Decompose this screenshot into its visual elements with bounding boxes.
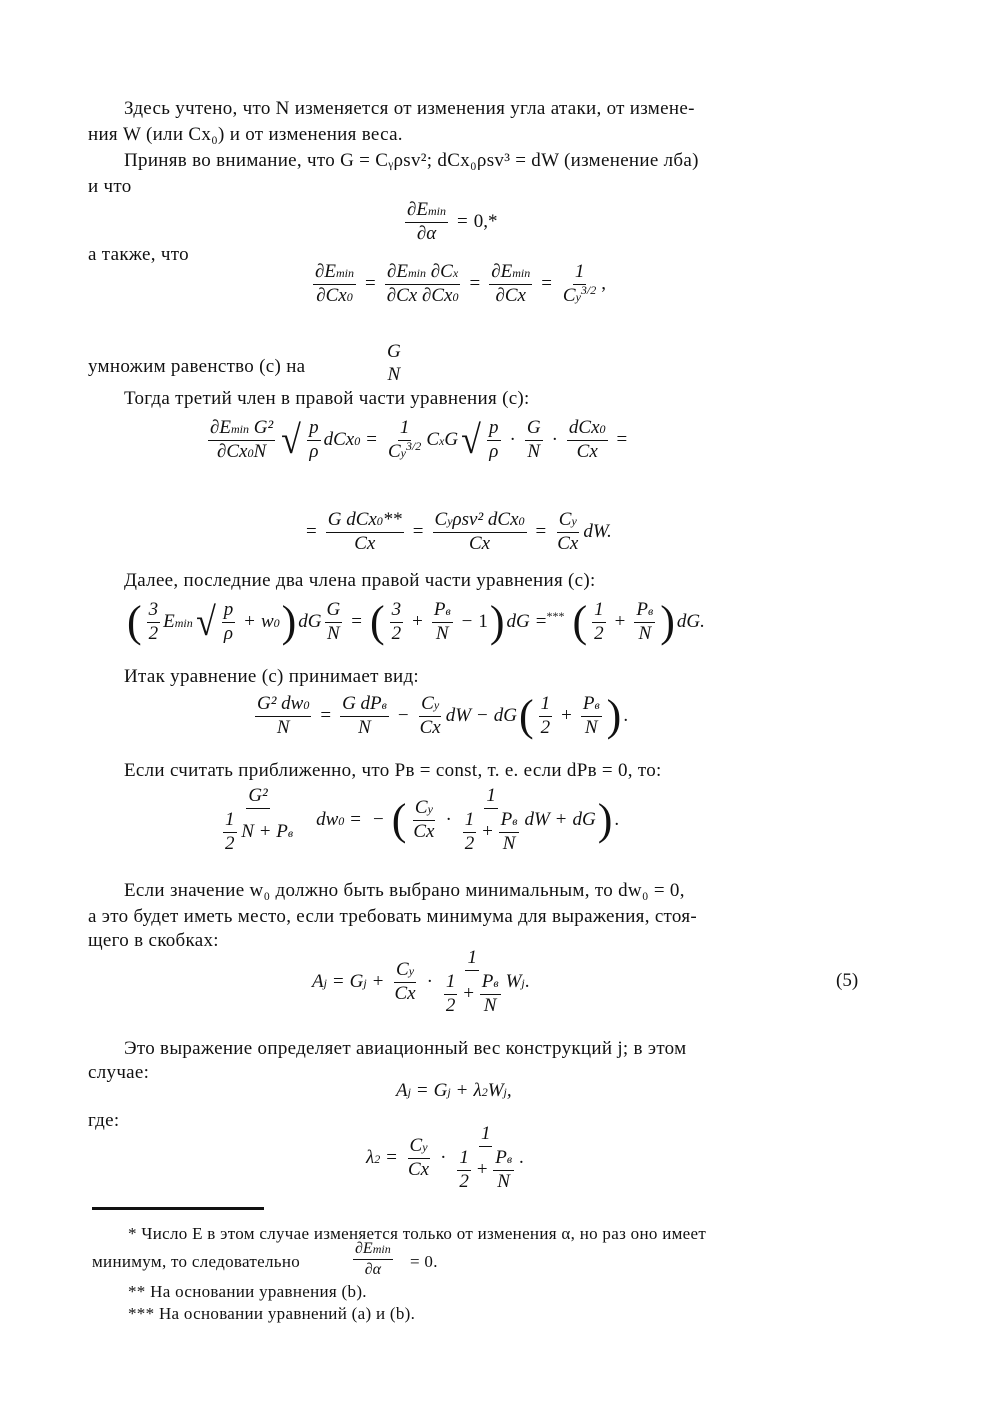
- paragraph-line: Если считать приближенно, что Pв = const, т. е. если dPв = 0, то:: [124, 760, 662, 781]
- footnote-1: * Число E в этом случае изменяется только от изменения α, но раз оно имеет: [128, 1224, 707, 1243]
- equation-number: (5): [836, 970, 859, 991]
- paragraph-line: а также, что: [88, 244, 189, 265]
- paragraph-line: случае:: [88, 1062, 150, 1083]
- fraction-G-over-N: G N: [387, 341, 401, 385]
- equation-third-term-2: = $\frac{\text{G dCx0**}}{Cx}$ = $\frac{\text{Cyρsv² dCx0}}{Cx}$ = $\frac{Cy}{Cx}$ dW.: [306, 509, 612, 554]
- footnote-1-cont: минимум, то следовательно: [92, 1252, 301, 1271]
- equation-lambda2: λ2 = $\frac{Cy}{Cx}$ · 1 $\frac{1}{2}$ + $\frac{Pв}{N}$ .: [366, 1123, 524, 1192]
- paragraph-line: щего в скобках:: [88, 930, 219, 951]
- equation-general-form: $\frac{\text{G² dw0}}{N}$ = $\frac{\text{G dPв}}{N}$ − $\frac{Cy}{Cx}$ dW − dG ( $\frac{1}{2}$ + $\frac{Pв}{N}$ ) .: [257, 691, 629, 741]
- paragraph-line: умножим равенство (с) на: [88, 356, 306, 377]
- paragraph-line: Тогда третий член в правой части уравнения (с):: [124, 388, 530, 409]
- paragraph-line: Далее, последние два члена правой части уравнения (с):: [124, 570, 596, 591]
- paragraph-line: Итак уравнение (с) принимает вид:: [124, 666, 420, 687]
- footnote-rule: [92, 1207, 264, 1210]
- footnote-1-end: = 0.: [410, 1252, 438, 1271]
- footnote-3: *** На основании уравнений (a) и (b).: [128, 1304, 416, 1323]
- paragraph-line: где:: [88, 1110, 120, 1131]
- paragraph-line: Если значение w₀ должно быть выбрано минимальным, то dw₀ = 0,: [124, 880, 685, 901]
- paragraph-line: и что: [88, 176, 132, 197]
- paragraph-line: а это будет иметь место, если требовать минимума для выражения, стоя-: [88, 906, 698, 927]
- paragraph-line: Это выражение определяет авиационный вес конструкций j; в этом: [124, 1038, 687, 1059]
- equation-dEmin-dalpha: $\frac{\partial Emin}{\partial\alpha}$ = 0,*: [407, 199, 498, 244]
- paragraph-line: ния W (или Cx₀) и от изменения веса.: [88, 124, 403, 145]
- equation-chain-rule: $\frac{\partial Emin}{\partial Cx0}$ = $\frac{\partial Emin \partial Cx}{\partial Cx \partial Cx0}$ = $\frac{\partial Emin}{\partial Cx}$ = $\frac{1}{Cy^{3/2}}$ ,: [315, 261, 607, 306]
- paragraph-line: Приняв во внимание, что G = Cᵧρsv²; dCx₀ρsv³ = dW (изменение лба): [124, 150, 699, 171]
- paragraph-line: Здесь учтено, что N изменяется от изменения угла атаки, от измене-: [124, 98, 695, 119]
- footnote-fraction: $\frac{\partial Emin}{\partial\alpha}$: [355, 1240, 391, 1278]
- equation-dw0: G² $\frac{1}{2}$ N + Pв dw0 = − ( $\frac{Cy}{Cx}$ · 1 $\frac{1}{2}$ + $\frac{Pв}{N}$ dW + dG ) .: [225, 785, 620, 854]
- equation-Aj: Aj = Gj + λ2Wj,: [396, 1080, 512, 1101]
- equation-5: Aj = Gj + $\frac{Cy}{Cx}$ · 1 $\frac{1}{2}$ + $\frac{Pв}{N}$ Wj .: [312, 947, 530, 1016]
- equation-last-two-terms: ( $\frac{3}{2}$ Emin √ $\frac{p}{\rho}$ + w0 ) dG $\frac{G}{N}$ = ( $\frac{3}{2}$ + $\frac{Pв}{N}$ − 1 ) dG =*** ( $\frac{1}{2}$ + $\frac{Pв}{N}$ ) dG.: [127, 597, 705, 647]
- footnote-2: ** На основании уравнения (b).: [128, 1282, 367, 1301]
- equation-third-term-1: $\frac{\text{∂Emin G²}}{\partial Cx0N}$ √ $\frac{p}{\rho}$ dCx0 = $\frac{1}{Cy^{3/2}}$ CxG √ $\frac{p}{\rho}$ · $\frac{G}{N}$ · $\frac{\text{dCx0}}{Cx}$ =: [210, 417, 628, 463]
